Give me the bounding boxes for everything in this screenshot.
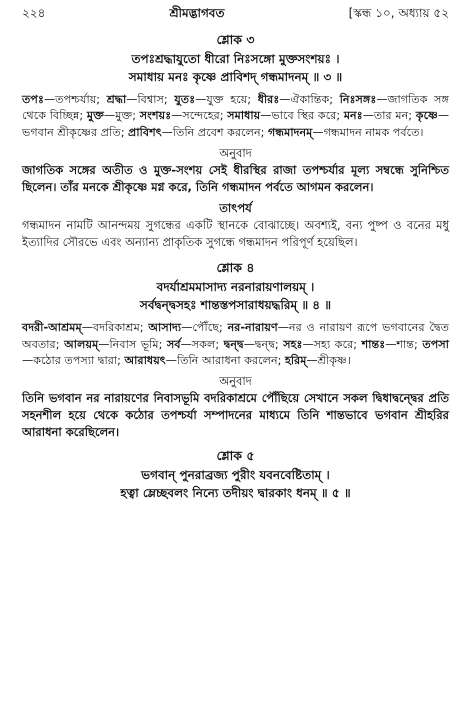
word-meaning: —শ্রীকৃষ্ণ। (306, 353, 351, 367)
word-meaning: —মুক্ত; (104, 109, 140, 123)
verse-4-word-meanings (22, 320, 449, 369)
word-term: মুক্ত (86, 109, 105, 123)
word-term: প্রাবিশৎ (128, 125, 162, 139)
page-header (22, 5, 449, 23)
word-meaning: —কঠোর তপস্যা দ্বারা; (22, 353, 125, 367)
word-term: মনঃ (343, 109, 363, 123)
verse-4-line-1: বদর্যাশ্রমমাসাদ্য নরনারায়ণালয়ম্ । (156, 280, 315, 295)
word-meaning: —পৌঁছে; (181, 321, 228, 335)
word-term: নিঃসঙ্গঃ (339, 93, 377, 106)
verse-3-label: শ্লোক ৩ (216, 31, 255, 47)
verse-4-translation-label: অনুবাদ (219, 374, 252, 389)
word-term: বদরী-আশ্রমম্ (22, 321, 82, 335)
word-meaning: —তিনি প্রবেশ করলেন; (161, 125, 268, 139)
verse-3-translation: জাগতিক সঙ্গের অতীত ও মুক্ত-সংশয় সেই ধীরস্থির রাজা তপশ্চর্যার মূল্য সম্বন্ধে সুনিশ্চিত ছিলেন। তাঁর মনকে শ্রীকৃষ্ণে মগ্ন করে, তিনি গন্ধমাদন পর্বতে আগমন করলেন। (22, 163, 449, 195)
word-meaning: —সকল; (180, 337, 224, 351)
word-meaning: —ভগবান শ্রীকৃষ্ণের প্রতি; (22, 109, 450, 139)
word-meaning: —ঐকান্তিক; (279, 93, 340, 106)
word-meaning: —তিনি আরাধনা করলেন; (165, 353, 286, 367)
verse-3-purport: গন্ধমাদন নামটি আনন্দময় সুগন্ধের একটি স্থানকে বোঝাচ্ছে। অবশ্যই, বন্য পুষ্প ও বনের মধু ইত্যাদির সৌরভে এবং অন্যান্য প্রাকৃতিক সুগন্ধে গন্ধমাদন পরিপূর্ণ হয়েছিল। (22, 217, 449, 249)
word-term: তপঃ (22, 93, 44, 106)
verse-3-line-1: তপঃশ্রদ্ধাযুতো ধীরো নিঃসঙ্গো মুক্তসংশয়ঃ । (131, 52, 340, 66)
word-term: হরিম্ (285, 353, 307, 367)
word-meaning: —দ্বন্দ্ব; (243, 337, 284, 351)
word-meaning: —নিবাস ভূমি; (98, 337, 167, 351)
word-term: তপসা (422, 337, 449, 351)
word-term: আরাধয়ৎ (124, 353, 166, 367)
word-meaning: —নর ও নারায়ণ রূপে ভগবানের দ্বৈত অবতার; (22, 321, 450, 351)
word-term: আলয়ম্ (64, 337, 99, 351)
word-term: সর্ব (166, 337, 181, 351)
verse-3-line-2: সমাধায় মনঃ কৃষ্ণে প্রাবিশদ্ গন্ধমাদনম্ ॥ ৩ ॥ (128, 70, 343, 84)
verse-5-line-2: হত্বা ম্লেচ্ছবলং নিন্যে তদীয়ং দ্বারকাং ধনম্ ॥ ৫ ॥ (120, 486, 351, 501)
word-term: সহঃ (283, 337, 303, 351)
word-term: সংশয়ঃ (139, 109, 172, 123)
word-term: শ্রদ্ধা (106, 93, 127, 106)
word-term: দ্বন্দ্ব (223, 337, 244, 351)
word-term: ধীরঃ (257, 93, 280, 106)
word-meaning: —তার মন; (362, 109, 416, 123)
verse-3-translation-label: অনুবাদ (219, 146, 252, 161)
page-number: ২২৪ (22, 6, 46, 20)
word-term: যুতঃ (174, 93, 196, 106)
word-meaning: —তপশ্চর্যায়; (43, 93, 107, 106)
verse-4-label: শ্লোক ৪ (216, 259, 255, 275)
word-meaning: —ভাবে স্থির করে; (260, 109, 344, 123)
word-meaning: —গন্ধমাদন নামক পর্বতে। (312, 125, 424, 139)
verse-5-label: শ্লোক ৫ (216, 448, 255, 463)
word-meaning: —বদরিকাশ্রম; (81, 321, 149, 335)
verse-4-translation: তিনি ভগবান নর নারায়ণের নিবাসভূমি বদরিকাশ্রমে পৌঁছিয়ে সেখানে সকল দ্বিধাদ্বন্দ্বের প্রতি সহনশীল হয়ে থেকে কঠোর তপশ্চর্যা সম্পাদনের মাধ্যমে তিনি শান্তভাবে ভগবান শ্রীহরির আরাধনা করেছিলেন। (22, 391, 449, 440)
verse-3-purport-label: তাৎপর্য (219, 201, 252, 216)
word-meaning: —শান্ত; (385, 337, 423, 351)
word-meaning: —সন্দেহের; (171, 109, 228, 123)
word-meaning: —জাগতিক সঙ্গ থেকে বিচ্ছিন্ন; (22, 93, 449, 123)
word-term: গন্ধমাদনম্ (267, 125, 313, 139)
word-term: সমাধায় (227, 109, 261, 123)
word-meaning: —সহ্য করে; (302, 337, 362, 351)
chapter-label: [স্কন্ধ ১০, অধ্যায় ৫২ (348, 6, 449, 20)
word-term: নর-নারায়ণ (227, 321, 278, 335)
word-term: কৃষ্ণে (415, 109, 438, 123)
word-term: শান্তঃ (361, 337, 386, 351)
word-term: আসাদ্য (148, 321, 182, 335)
verse-3-word-meanings (22, 92, 449, 141)
verse-5-line-1: ভগবান্ পুনরাব্রজ্য পুরীং যবনবেষ্টিতাম্ । (141, 468, 330, 483)
word-meaning: —বিশ্বাস; (126, 93, 175, 106)
word-meaning: —যুক্ত হয়ে; (195, 93, 258, 106)
running-title: শ্রীমদ্ভাগবত (169, 6, 225, 20)
verse-4-line-2: সর্বদ্বন্দ্বসহঃ শান্তস্তপসারাধয়দ্ধরিম্ ॥ ৪ ॥ (139, 298, 332, 313)
